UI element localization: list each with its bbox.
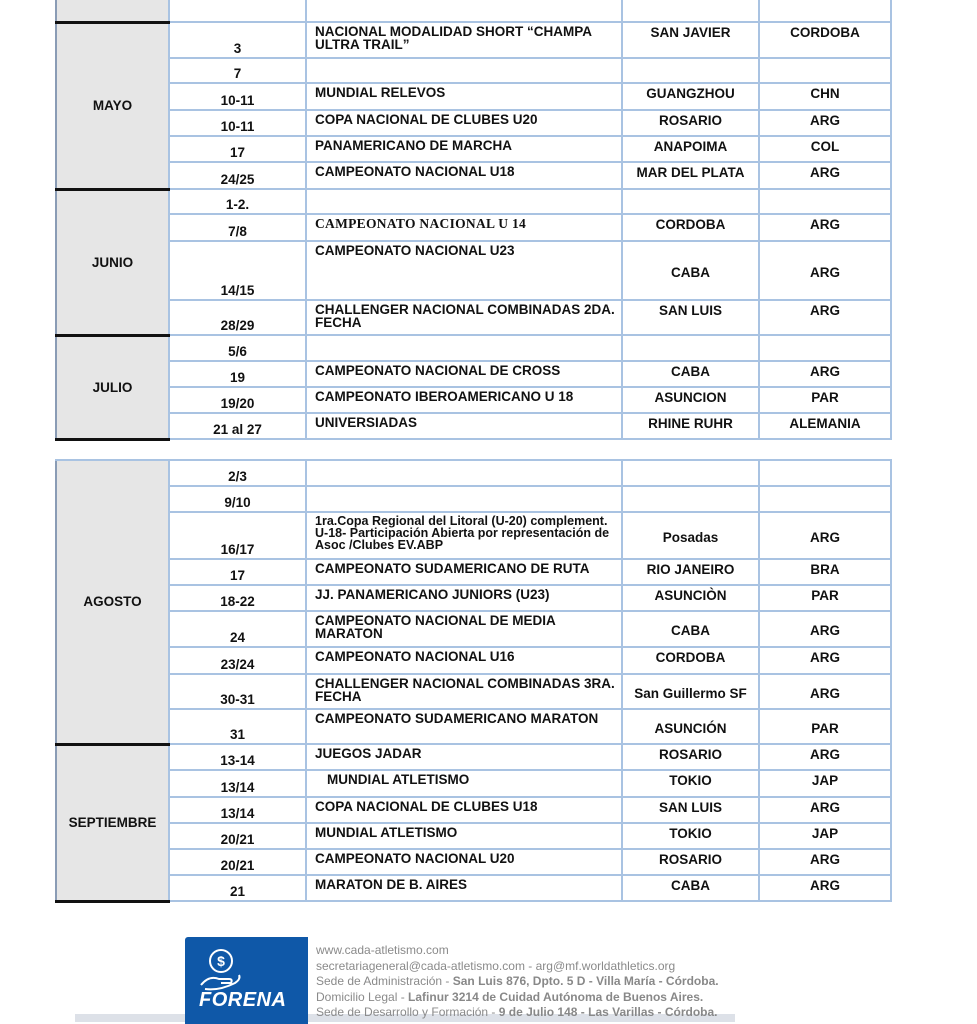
country-cell: CHN	[759, 83, 891, 110]
month-cell: JUNIO	[56, 189, 169, 335]
development-address	[316, 1005, 719, 1021]
country-cell: ALEMANIA	[759, 413, 891, 439]
table-row	[56, 214, 891, 241]
location-cell: CABA	[622, 611, 759, 647]
country-cell: ARG	[759, 849, 891, 875]
table-row	[56, 387, 891, 413]
table-row	[56, 162, 891, 189]
date-cell: 24/25	[169, 162, 306, 189]
location-cell: ANAPOIMA	[622, 136, 759, 162]
event-cell: MARATON DE B. AIRES	[306, 875, 622, 901]
event-cell: CAMPEONATO NACIONAL U18	[306, 162, 622, 189]
country-cell: ARG	[759, 361, 891, 387]
date-cell: 24	[169, 611, 306, 647]
event-cell: UNIVERSIADAS	[306, 413, 622, 439]
location-cell: CORDOBA	[622, 647, 759, 674]
month-cell: MAYO	[56, 22, 169, 189]
website-link[interactable]: www.cada-atletismo.com	[316, 943, 449, 957]
country-cell: PAR	[759, 709, 891, 744]
date-cell: 2/3	[169, 460, 306, 486]
event-cell: CAMPEONATO NACIONAL U23	[306, 241, 622, 300]
country-cell: ARG	[759, 611, 891, 647]
event-cell	[306, 486, 622, 512]
location-cell: RHINE RUHR	[622, 413, 759, 439]
country-cell: ARG	[759, 300, 891, 335]
date-cell: 13/14	[169, 770, 306, 797]
location-cell: ASUNCIÒN	[622, 585, 759, 611]
country-cell: ARG	[759, 875, 891, 901]
event-cell: JUEGOS JADAR	[306, 744, 622, 770]
date-cell: 14/15	[169, 241, 306, 300]
event-cell: 1ra.Copa Regional del Litoral (U-20) complement. U-18- Participación Abierta por representación de Asoc /Clubes EV.ABP	[306, 512, 622, 559]
location-cell: CABA	[622, 875, 759, 901]
country-cell: COL	[759, 136, 891, 162]
location-cell	[622, 58, 759, 83]
date-cell: 20/21	[169, 849, 306, 875]
date-cell: 21	[169, 875, 306, 901]
event-cell: COPA NACIONAL DE CLUBES U20	[306, 110, 622, 136]
country-cell: ARG	[759, 744, 891, 770]
location-cell: ASUNCIÓN	[622, 709, 759, 744]
hand-coin-icon	[199, 945, 243, 993]
table-row	[56, 361, 891, 387]
event-cell	[306, 335, 622, 361]
table-row	[56, 875, 891, 901]
country-cell: ARG	[759, 110, 891, 136]
event-cell: JJ. PANAMERICANO JUNIORS (U23)	[306, 585, 622, 611]
table-row	[56, 460, 891, 486]
location-cell: GUANGZHOU	[622, 83, 759, 110]
date-cell: 5/6	[169, 335, 306, 361]
table-row	[56, 300, 891, 335]
location-cell: SAN LUIS	[622, 300, 759, 335]
admin-label: Sede de Administración -	[316, 974, 453, 988]
location-cell	[622, 486, 759, 512]
date-cell: 7/8	[169, 214, 306, 241]
table-row	[56, 709, 891, 744]
date-cell: 21 al 27	[169, 413, 306, 439]
location-cell: RIO JANEIRO	[622, 559, 759, 585]
location-cell: SAN JAVIER	[622, 22, 759, 58]
country-cell: ARG	[759, 647, 891, 674]
table-row	[56, 770, 891, 797]
legal-address	[316, 990, 719, 1006]
event-cell: CAMPEONATO NACIONAL DE MEDIA MARATON	[306, 611, 622, 647]
table-row	[56, 110, 891, 136]
event-cell	[306, 0, 622, 22]
location-cell: San Guillermo SF	[622, 674, 759, 709]
table-row	[56, 585, 891, 611]
location-cell: CORDOBA	[622, 214, 759, 241]
table-row	[56, 486, 891, 512]
location-cell	[622, 335, 759, 361]
table-row	[56, 512, 891, 559]
date-cell: 18-22	[169, 585, 306, 611]
table-row	[56, 413, 891, 439]
country-cell: ARG	[759, 214, 891, 241]
date-cell	[169, 0, 306, 22]
table-row	[56, 849, 891, 875]
location-cell: CABA	[622, 361, 759, 387]
location-cell: Posadas	[622, 512, 759, 559]
table-row	[56, 797, 891, 823]
event-cell: CHALLENGER NACIONAL COMBINADAS 2DA. FECHA	[306, 300, 622, 335]
event-cell: CAMPEONATO NACIONAL U16	[306, 647, 622, 674]
calendar-table-august-september	[55, 459, 892, 903]
date-cell: 17	[169, 136, 306, 162]
event-cell: CAMPEONATO NACIONAL U 14	[306, 214, 622, 241]
svg-text:$: $	[217, 953, 225, 969]
event-cell	[306, 189, 622, 214]
event-cell: NACIONAL MODALIDAD SHORT “CHAMPA ULTRA TRAIL”	[306, 22, 622, 58]
location-cell: MAR DEL PLATA	[622, 162, 759, 189]
table-row	[56, 189, 891, 214]
location-cell: TOKIO	[622, 770, 759, 797]
date-cell: 28/29	[169, 300, 306, 335]
date-cell: 10-11	[169, 110, 306, 136]
table-row	[56, 83, 891, 110]
date-cell: 9/10	[169, 486, 306, 512]
country-cell: ARG	[759, 162, 891, 189]
event-cell: CAMPEONATO IBEROAMERICANO U 18	[306, 387, 622, 413]
date-cell: 31	[169, 709, 306, 744]
event-cell: COPA NACIONAL DE CLUBES U18	[306, 797, 622, 823]
country-cell: ARG	[759, 512, 891, 559]
event-cell: CAMPEONATO NACIONAL U20	[306, 849, 622, 875]
country-cell	[759, 58, 891, 83]
event-cell: CAMPEONATO SUDAMERICANO DE RUTA	[306, 559, 622, 585]
country-cell: ARG	[759, 674, 891, 709]
country-cell: BRA	[759, 559, 891, 585]
location-cell: ROSARIO	[622, 744, 759, 770]
country-cell: JAP	[759, 823, 891, 849]
location-cell: CABA	[622, 241, 759, 300]
event-cell: CHALLENGER NACIONAL COMBINADAS 3RA. FECHA	[306, 674, 622, 709]
country-cell: CORDOBA	[759, 22, 891, 58]
country-cell: JAP	[759, 770, 891, 797]
month-cell: JULIO	[56, 335, 169, 439]
event-cell	[306, 460, 622, 486]
date-cell: 20/21	[169, 823, 306, 849]
event-cell: CAMPEONATO SUDAMERICANO MARATON	[306, 709, 622, 744]
country-cell	[759, 460, 891, 486]
table-row	[56, 674, 891, 709]
date-cell: 7	[169, 58, 306, 83]
email-line[interactable]: secretariageneral@cada-atletismo.com - arg@mf.worldathletics.org	[316, 958, 676, 973]
date-cell: 1-2.	[169, 189, 306, 214]
event-cell: PANAMERICANO DE MARCHA	[306, 136, 622, 162]
table-row	[56, 611, 891, 647]
development-label: Sede de Desarrollo y Formación -	[316, 1005, 499, 1019]
table-row	[56, 241, 891, 300]
location-cell: TOKIO	[622, 823, 759, 849]
admin-value: San Luis 876, Dpto. 5 D - Villa María - Córdoba.	[452, 974, 719, 988]
month-cell	[56, 0, 169, 22]
country-cell	[759, 0, 891, 22]
location-cell	[622, 189, 759, 214]
legal-label: Domicilio Legal -	[316, 989, 409, 1004]
table-row	[56, 22, 891, 58]
forena-logo	[185, 937, 308, 1024]
month-cell: AGOSTO	[56, 460, 169, 744]
country-cell: ARG	[759, 241, 891, 300]
table-row	[56, 647, 891, 674]
table-row	[56, 0, 891, 22]
date-cell: 19	[169, 361, 306, 387]
table-row	[56, 559, 891, 585]
event-cell: CAMPEONATO NACIONAL DE CROSS	[306, 361, 622, 387]
date-cell: 23/24	[169, 647, 306, 674]
date-cell: 13-14	[169, 744, 306, 770]
date-cell: 3	[169, 22, 306, 58]
legal-value: Lafinur 3214 de Cuidad Autónoma de Buenos Aires.	[408, 989, 704, 1004]
table-row	[56, 823, 891, 849]
logo-text: FORENA	[199, 989, 287, 1011]
country-cell: PAR	[759, 387, 891, 413]
table-row	[56, 58, 891, 83]
country-cell	[759, 189, 891, 214]
date-cell: 19/20	[169, 387, 306, 413]
country-cell	[759, 486, 891, 512]
date-cell: 13/14	[169, 797, 306, 823]
country-cell	[759, 335, 891, 361]
location-cell	[622, 460, 759, 486]
country-cell: PAR	[759, 585, 891, 611]
date-cell: 10-11	[169, 83, 306, 110]
event-cell: MUNDIAL ATLETISMO	[306, 823, 622, 849]
development-value: 9 de Julio 148 - Las Varillas - Córdoba.	[498, 1005, 718, 1019]
admin-address	[316, 974, 719, 990]
table-row	[56, 744, 891, 770]
month-cell: SEPTIEMBRE	[56, 744, 169, 901]
event-cell	[306, 58, 622, 83]
location-cell: ROSARIO	[622, 849, 759, 875]
location-cell: SAN LUIS	[622, 797, 759, 823]
table-row	[56, 335, 891, 361]
table-row	[56, 136, 891, 162]
footer-contact	[316, 943, 719, 1021]
calendar-table-may-july	[55, 0, 892, 441]
location-cell: ROSARIO	[622, 110, 759, 136]
location-cell: ASUNCION	[622, 387, 759, 413]
event-cell: MUNDIAL RELEVOS	[306, 83, 622, 110]
event-cell: MUNDIAL ATLETISMO	[306, 770, 622, 797]
date-cell: 17	[169, 559, 306, 585]
location-cell	[622, 0, 759, 22]
date-cell: 16/17	[169, 512, 306, 559]
country-cell: ARG	[759, 797, 891, 823]
date-cell: 30-31	[169, 674, 306, 709]
